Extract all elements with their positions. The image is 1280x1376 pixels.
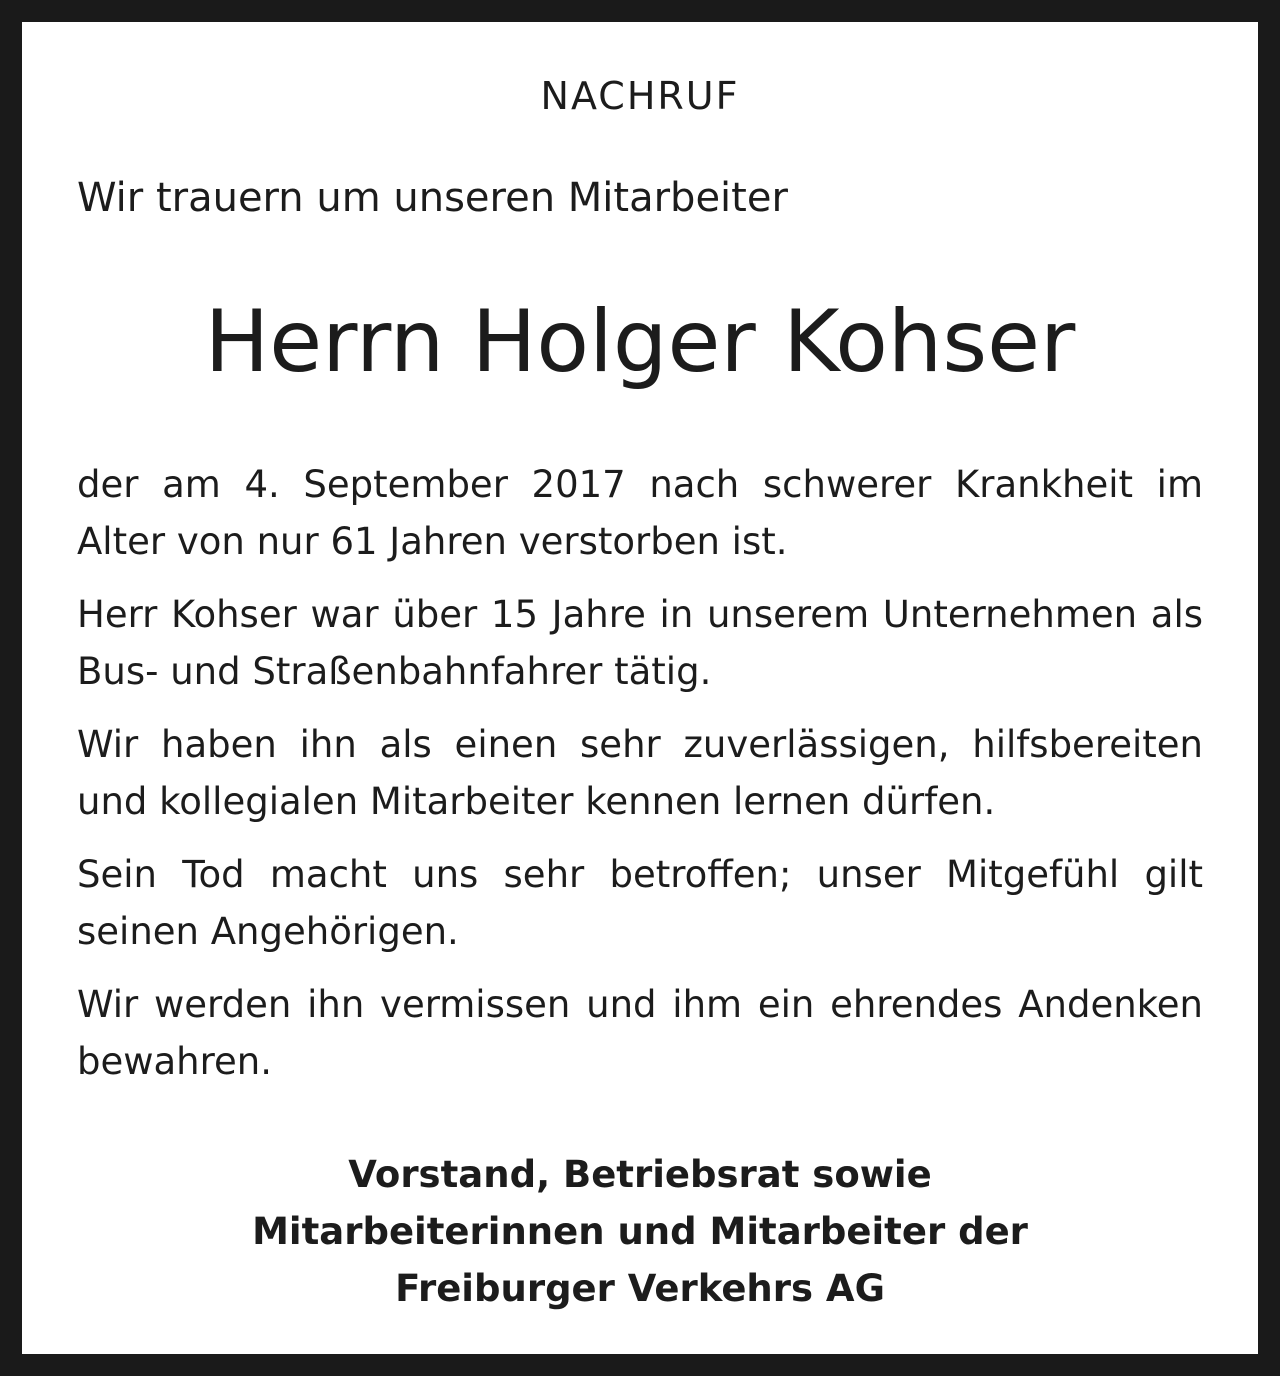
- signature-line-2: Mitarbeiterinnen und Mitarbeiter der: [252, 1210, 1028, 1253]
- signature-block: [22, 1146, 1258, 1317]
- paragraph-employment: Herr Kohser war über 15 Jahre in unserem Unternehmen als Bus- und Straßenbahnfahrer tätig.: [77, 593, 1203, 693]
- paragraph-condolence: Sein Tod macht uns sehr betroffen; unser Mitgefühl gilt seinen Angehörigen.: [77, 853, 1203, 953]
- signature-line-1: Vorstand, Betriebsrat sowie: [348, 1153, 932, 1196]
- signature-line-3: Freiburger Verkehrs AG: [395, 1267, 885, 1310]
- obituary-notice: [22, 22, 1258, 1354]
- intro-line: Wir trauern um unseren Mitarbeiter: [77, 175, 788, 221]
- paragraph-death-date: der am 4. September 2017 nach schwerer Krankheit im Alter von nur 61 Jahren verstorben ist.: [77, 463, 1203, 563]
- notice-body: [77, 456, 1203, 1106]
- deceased-name: Herrn Holger Kohser: [204, 292, 1076, 392]
- paragraph-remembrance: Wir werden ihn vermissen und ihm ein ehrendes Andenken bewahren.: [77, 983, 1203, 1083]
- notice-heading: NACHRUF: [540, 74, 740, 118]
- paragraph-character: Wir haben ihn als einen sehr zuverlässigen, hilfsbereiten und kollegialen Mitarbeiter kennen lernen dürfen.: [77, 723, 1203, 823]
